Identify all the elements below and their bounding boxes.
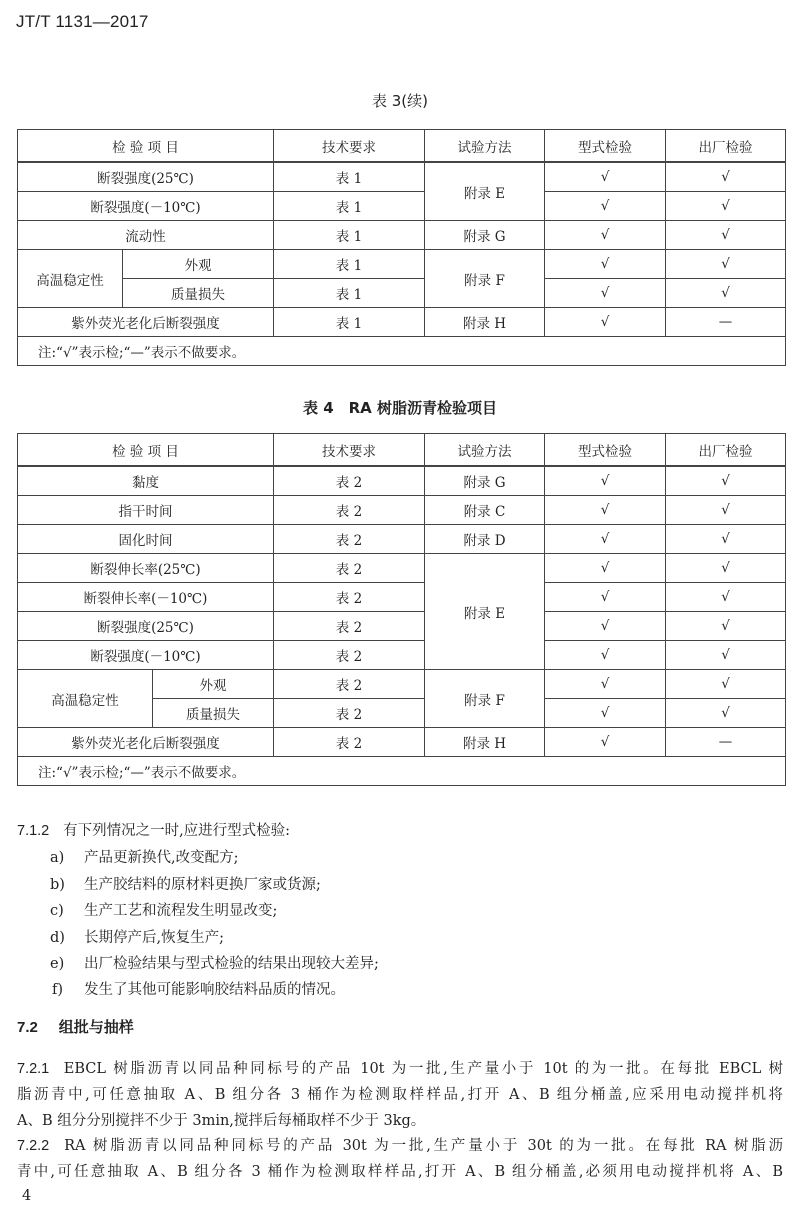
method-cell: 附录 C — [425, 496, 545, 525]
item-cell: 外观 — [153, 670, 274, 699]
method-cell: 附录 F — [425, 250, 545, 308]
factory-cell: — — [666, 308, 786, 337]
item-cell: 质量损失 — [123, 279, 274, 308]
item-cell: 紫外荧光老化后断裂强度 — [18, 308, 274, 337]
item-cell: 外观 — [123, 250, 274, 279]
factory-cell: √ — [666, 525, 786, 554]
header-cell: 出厂检验 — [666, 130, 786, 163]
type-cell: √ — [545, 192, 666, 221]
table-row — [18, 583, 786, 612]
list-text: 生产胶结料的原材料更换厂家或货源; — [84, 877, 321, 893]
factory-cell: √ — [666, 279, 786, 308]
req-cell: 表 2 — [274, 612, 425, 641]
item-cell: 紫外荧光老化后断裂强度 — [18, 728, 274, 757]
list-item — [50, 846, 239, 867]
item-cell: 断裂伸长率(25℃) — [18, 554, 274, 583]
list-label: f) — [52, 982, 64, 998]
table-note-row — [18, 337, 786, 366]
req-cell: 表 2 — [274, 728, 425, 757]
list-text: 发生了其他可能影响胶结料品质的情况。 — [84, 982, 345, 998]
list-item — [50, 873, 321, 894]
list-item — [50, 899, 277, 920]
type-cell: √ — [545, 525, 666, 554]
type-cell: √ — [545, 162, 666, 192]
type-cell: √ — [545, 250, 666, 279]
req-cell: 表 2 — [274, 699, 425, 728]
table-row — [18, 641, 786, 670]
table3-title: 表 3(续) — [371, 92, 429, 110]
method-cell: 附录 E — [425, 554, 545, 670]
req-cell: 表 2 — [274, 583, 425, 612]
type-cell: √ — [545, 496, 666, 525]
table-row — [18, 162, 786, 192]
factory-cell: √ — [666, 699, 786, 728]
factory-cell: √ — [666, 466, 786, 496]
req-cell: 表 2 — [274, 670, 425, 699]
table-row — [18, 554, 786, 583]
table-row — [18, 525, 786, 554]
item-cell: 固化时间 — [18, 525, 274, 554]
clause-7-2-1-line: A、B 组分分别搅拌不少于 3min,搅拌后每桶取样不少于 3kg。 — [17, 1113, 426, 1129]
list-label: b) — [50, 877, 65, 893]
clause-text: EBCL 树脂沥青以同品种同标号的产品 10t 为一批,生产量小于 10t 的为一批。在每批 EBCL 树 — [63, 1061, 783, 1077]
table-row — [18, 250, 786, 279]
clause-7-2-1-line: 脂沥青中,可任意抽取 A、B 组分各 3 桶作为检测取样样品,打开 A、B 组分桶盖,应采用电动搅拌机将 — [17, 1087, 783, 1103]
method-cell: 附录 H — [425, 308, 545, 337]
type-cell: √ — [545, 308, 666, 337]
list-label: e) — [50, 956, 65, 972]
table-note-row — [18, 757, 786, 786]
item-cell: 流动性 — [18, 221, 274, 250]
list-item — [50, 926, 224, 947]
list-label: a) — [50, 850, 65, 866]
item-cell: 断裂强度(25℃) — [18, 612, 274, 641]
req-cell: 表 1 — [274, 221, 425, 250]
clause-number: 7.2.1 — [17, 1061, 50, 1077]
clause-7-1-2 — [17, 819, 290, 840]
type-cell: √ — [545, 728, 666, 757]
factory-cell: √ — [666, 670, 786, 699]
item-cell: 断裂伸长率(－10℃) — [18, 583, 274, 612]
method-cell: 附录 H — [425, 728, 545, 757]
list-item — [52, 978, 345, 999]
req-cell: 表 2 — [274, 496, 425, 525]
list-text: 长期停产后,恢复生产; — [84, 930, 224, 946]
type-cell: √ — [545, 612, 666, 641]
clause-text: 有下列情况之一时,应进行型式检验: — [63, 823, 291, 839]
type-cell: √ — [545, 699, 666, 728]
section-number: 7.2 — [17, 1019, 38, 1036]
table-row — [18, 670, 786, 699]
list-text: 生产工艺和流程发生明显改变; — [84, 903, 278, 919]
factory-cell: √ — [666, 554, 786, 583]
type-cell: √ — [545, 279, 666, 308]
req-cell: 表 2 — [274, 641, 425, 670]
method-cell: 附录 E — [425, 162, 545, 221]
type-cell: √ — [545, 466, 666, 496]
table-row — [18, 221, 786, 250]
type-cell: √ — [545, 641, 666, 670]
item-cell: 断裂强度(25℃) — [18, 162, 274, 192]
req-cell: 表 1 — [274, 308, 425, 337]
table-row — [18, 308, 786, 337]
type-cell: √ — [545, 583, 666, 612]
factory-cell: √ — [666, 221, 786, 250]
table4 — [17, 433, 786, 786]
clause-text: RA 树脂沥青以同品种同标号的产品 30t 为一批,生产量小于 30t 的为一批。在每批 RA 树脂沥 — [64, 1138, 784, 1154]
header-cell: 型式检验 — [545, 434, 666, 467]
section-7-2-heading — [17, 1016, 134, 1037]
req-cell: 表 2 — [274, 525, 425, 554]
table-header-row — [18, 434, 786, 467]
type-cell: √ — [545, 670, 666, 699]
factory-cell: √ — [666, 250, 786, 279]
header-cell: 型式检验 — [545, 130, 666, 163]
table-row — [18, 279, 786, 308]
item-cell: 断裂强度(－10℃) — [18, 641, 274, 670]
clause-number: 7.2.2 — [17, 1138, 50, 1154]
table-row — [18, 466, 786, 496]
item-cell: 质量损失 — [153, 699, 274, 728]
table-row — [18, 496, 786, 525]
list-item — [50, 952, 379, 973]
req-cell: 表 1 — [274, 162, 425, 192]
table-row — [18, 192, 786, 221]
method-cell: 附录 F — [425, 670, 545, 728]
clause-7-2-2-line — [17, 1134, 783, 1155]
table-header-row — [18, 130, 786, 163]
list-text: 产品更新换代,改变配方; — [84, 850, 239, 866]
type-cell: √ — [545, 221, 666, 250]
factory-cell: √ — [666, 192, 786, 221]
factory-cell: — — [666, 728, 786, 757]
header-cell: 出厂检验 — [666, 434, 786, 467]
req-cell: 表 1 — [274, 279, 425, 308]
standard-header: JT/T 1131—2017 — [16, 12, 149, 31]
item-cell: 黏度 — [18, 466, 274, 496]
factory-cell: √ — [666, 162, 786, 192]
method-cell: 附录 G — [425, 221, 545, 250]
group-cell: 高温稳定性 — [18, 670, 153, 728]
clause-7-2-2-line: 青中,可任意抽取 A、B 组分各 3 桶作为检测取样样品,打开 A、B 组分桶盖,必须用电动搅拌机将 A、B — [17, 1164, 783, 1180]
header-cell: 技术要求 — [274, 130, 425, 163]
req-cell: 表 2 — [274, 466, 425, 496]
item-cell: 指干时间 — [18, 496, 274, 525]
req-cell: 表 2 — [274, 554, 425, 583]
req-cell: 表 1 — [274, 250, 425, 279]
table4-title: 表 4 RA 树脂沥青检验项目 — [302, 399, 498, 417]
table-note: 注:“√”表示检;“—”表示不做要求。 — [18, 337, 786, 366]
factory-cell: √ — [666, 641, 786, 670]
table-row — [18, 728, 786, 757]
list-text: 出厂检验结果与型式检验的结果出现较大差异; — [84, 956, 379, 972]
type-cell: √ — [545, 554, 666, 583]
method-cell: 附录 D — [425, 525, 545, 554]
list-label: d) — [50, 930, 65, 946]
table-note: 注:“√”表示检;“—”表示不做要求。 — [18, 757, 786, 786]
table3 — [17, 129, 786, 366]
item-cell: 断裂强度(－10℃) — [18, 192, 274, 221]
page-number: 4 — [22, 1188, 32, 1204]
header-cell: 试验方法 — [425, 434, 545, 467]
header-cell: 技术要求 — [274, 434, 425, 467]
list-label: c) — [50, 903, 64, 919]
section-title: 组批与抽样 — [58, 1018, 134, 1036]
group-cell: 高温稳定性 — [18, 250, 123, 308]
header-cell: 检 验 项 目 — [18, 434, 274, 467]
header-cell: 试验方法 — [425, 130, 545, 163]
method-cell: 附录 G — [425, 466, 545, 496]
factory-cell: √ — [666, 496, 786, 525]
table-row — [18, 612, 786, 641]
req-cell: 表 1 — [274, 192, 425, 221]
clause-number: 7.1.2 — [17, 823, 50, 839]
factory-cell: √ — [666, 612, 786, 641]
clause-7-2-1-line — [17, 1057, 783, 1078]
header-cell: 检 验 项 目 — [18, 130, 274, 163]
factory-cell: √ — [666, 583, 786, 612]
